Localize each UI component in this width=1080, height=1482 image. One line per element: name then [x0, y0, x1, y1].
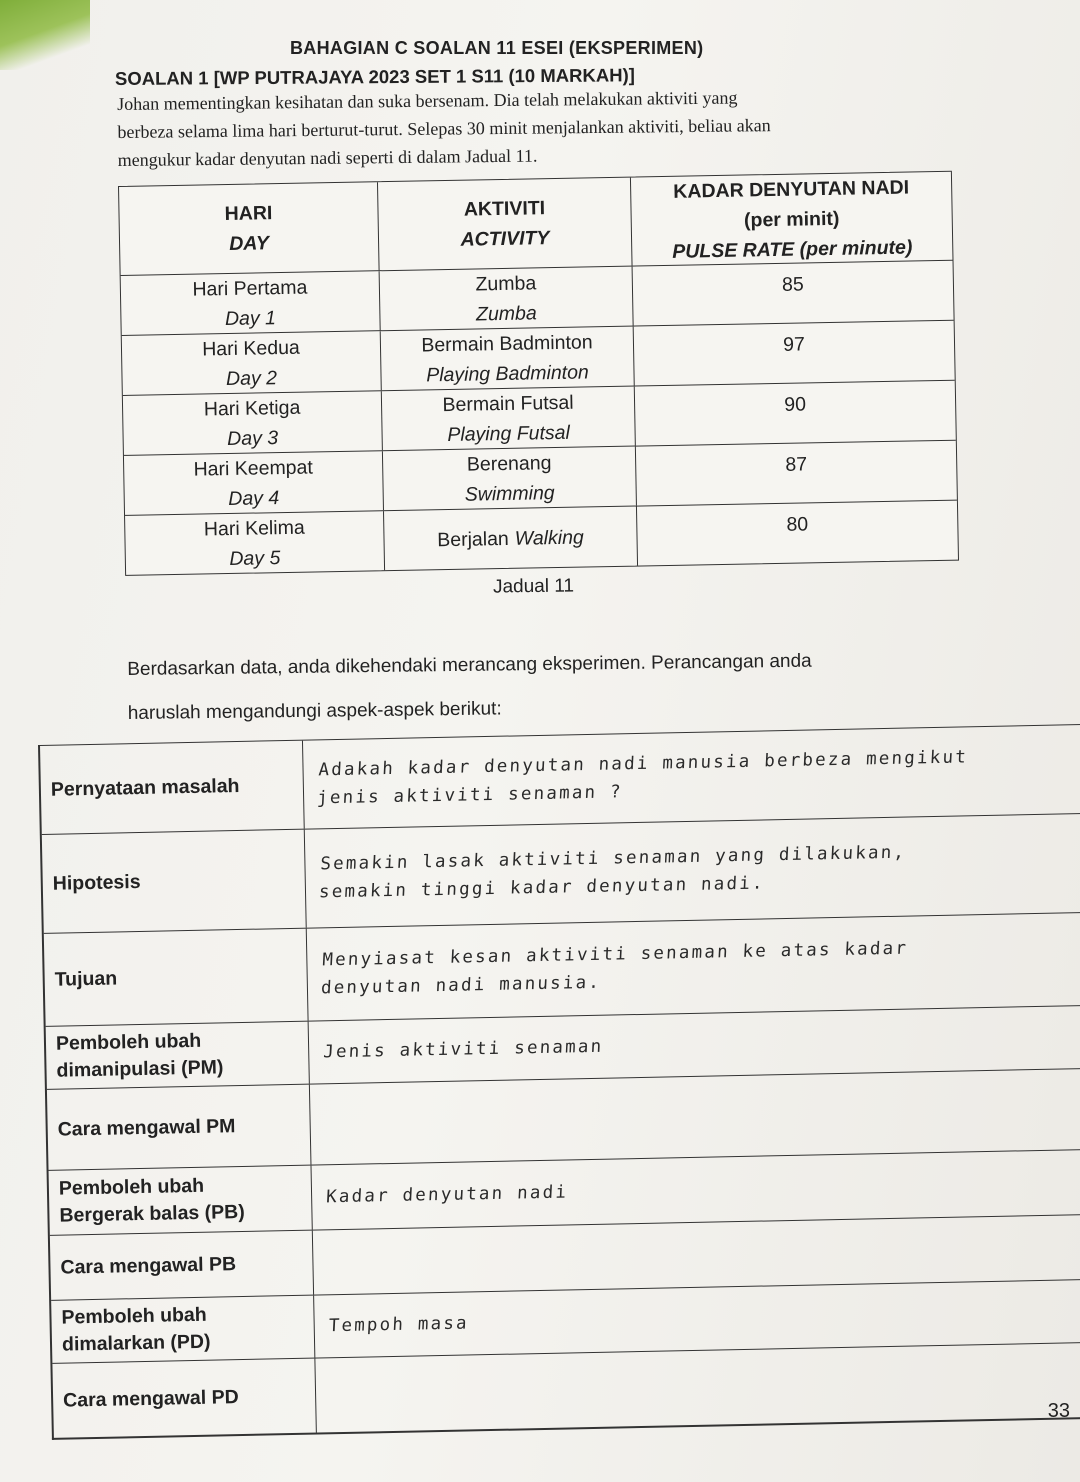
day-my: Hari Ketiga [203, 396, 301, 420]
activity-my: Zumba [475, 271, 537, 295]
rate-cell [635, 381, 956, 446]
plan-label [42, 830, 307, 933]
rate-value: 97 [782, 333, 806, 356]
plan-label [40, 741, 305, 834]
header-activity-en: ACTIVITY [460, 227, 550, 251]
activity-cell [383, 447, 637, 511]
handwritten-answer-line: Jenis aktiviti senaman [322, 1036, 604, 1063]
day-my: Hari Pertama [192, 276, 308, 301]
header-day [119, 182, 380, 275]
day-cell [125, 511, 385, 575]
section-title: BAHAGIAN C SOALAN 11 ESEI (EKSPERIMEN) [290, 38, 704, 58]
plan-label [44, 929, 309, 1026]
header-activity [378, 178, 633, 271]
activity-en: Zumba [475, 301, 537, 325]
plan-row-hypothesis [42, 813, 1080, 933]
day-cell [123, 391, 383, 455]
plan-label-text: Pemboleh ubah [61, 1303, 207, 1329]
plan-label-text: Tujuan [54, 966, 118, 991]
plan-label [47, 1085, 312, 1170]
day-my: Hari Keempat [193, 455, 313, 481]
day-en: Day 5 [229, 546, 281, 570]
header-rate-unit: (per minit) [743, 207, 840, 232]
instruction-line: Berdasarkan data, anda dikehendaki merancang eksperimen. Perancangan anda [127, 650, 812, 680]
activity-my: Berjalan [437, 527, 509, 551]
plan-label-text: Cara mengawal PM [57, 1114, 236, 1141]
plan-label-text: Hipotesis [52, 870, 141, 895]
handwritten-answer-line: jenis aktiviti senaman ? [316, 782, 624, 809]
activity-en: Swimming [464, 481, 555, 506]
plan-label-text: Pernyataan masalah [50, 774, 240, 801]
activity-my: Berenang [466, 451, 552, 476]
rate-value: 80 [786, 513, 809, 536]
activity-cell [381, 327, 635, 391]
plan-label [51, 1296, 315, 1363]
header-day-en: DAY [229, 232, 270, 255]
plan-label-text: Cara mengawal PD [62, 1385, 239, 1412]
day-en: Day 4 [228, 486, 280, 510]
handwritten-answer-line: Semakin lasak aktiviti senaman yang dilakukan, [319, 842, 907, 875]
intro-paragraph [117, 82, 918, 174]
intro-line: berbeza selama lima hari berturut-turut. Selepas 30 minit menjalankan aktiviti, beliau akan [117, 115, 771, 142]
plan-label-text: Pemboleh ubah [58, 1174, 205, 1200]
plan-answer[interactable] [309, 1069, 1080, 1165]
activity-en: Playing Badminton [425, 360, 589, 386]
activity-my: Bermain Badminton [421, 330, 593, 356]
day-cell [122, 331, 382, 395]
instruction-paragraph [127, 637, 988, 736]
rate-cell [636, 441, 957, 506]
day-en: Day 2 [225, 366, 278, 390]
experiment-plan-table [38, 724, 1080, 1440]
plan-answer[interactable] [302, 725, 1080, 829]
header-pulse-rate [631, 172, 953, 266]
handwritten-answer-line: Tempoh masa [328, 1313, 470, 1337]
plan-label-text: dimanipulasi (PM) [56, 1056, 224, 1082]
handwritten-answer-line: Kadar denyutan nadi [325, 1182, 569, 1208]
day-my: Hari Kelima [203, 516, 305, 540]
handwritten-answer-line: Adakah kadar denyutan nadi manusia berbeza mengikut [318, 747, 969, 781]
handwritten-answer-line: denyutan nadi manusia. [320, 972, 602, 999]
day-cell [124, 451, 384, 515]
activity-en: Playing Futsal [447, 421, 571, 446]
header-activity-my: AKTIVITI [463, 197, 546, 221]
day-cell [121, 271, 381, 335]
rate-cell [633, 261, 954, 326]
plan-label [49, 1166, 313, 1235]
header-day-my: HARI [224, 202, 273, 226]
activity-my: Bermain Futsal [442, 391, 574, 416]
rate-value: 87 [785, 453, 808, 476]
activity-cell [380, 267, 634, 331]
plan-answer[interactable] [303, 814, 1080, 928]
plan-label [46, 1022, 310, 1089]
plan-answer[interactable] [314, 1343, 1080, 1433]
plan-answer[interactable] [305, 913, 1080, 1021]
plan-label [50, 1231, 314, 1300]
day-en: Day 3 [226, 426, 279, 450]
green-binder-edge [0, 0, 90, 70]
plan-label-text: dimalarkan (PD) [61, 1330, 211, 1356]
intro-line: mengukur kadar denyutan nadi seperti di dalam Jadual 11. [117, 145, 538, 170]
question-title: SOALAN 1 [WP PUTRAJAYA 2023 SET 1 S11 (10 MARKAH)] [114, 64, 635, 89]
activity-cell [382, 387, 636, 451]
table-caption: Jadual 11 [492, 575, 575, 598]
activity-cell [384, 507, 638, 571]
header-rate-my: KADAR DENYUTAN NADI [673, 176, 910, 203]
pulse-rate-table [118, 171, 959, 576]
plan-label-text: Pemboleh ubah [55, 1029, 202, 1055]
day-en: Day 1 [224, 306, 277, 330]
plan-label-text: Bergerak balas (PB) [59, 1200, 245, 1227]
header-rate-en: PULSE RATE (per minute) [672, 236, 913, 263]
plan-label [52, 1359, 316, 1438]
plan-label-text: Cara mengawal PB [60, 1252, 237, 1279]
rate-cell [634, 321, 955, 386]
handwritten-answer-line: Menyiasat kesan aktiviti senaman ke atas kadar [321, 938, 909, 971]
table-header-row [119, 172, 952, 275]
activity-en: Walking [514, 526, 584, 550]
instruction-line: haruslah mengandungi aspek-aspek berikut: [127, 698, 502, 724]
rate-value: 85 [781, 273, 804, 296]
intro-line: Johan mementingkan kesihatan dan suka bersenam. Dia telah melakukan aktiviti yang [117, 87, 738, 114]
rate-cell [637, 501, 958, 566]
rate-value: 90 [784, 393, 807, 416]
page-number: 33 [1047, 1400, 1070, 1422]
day-my: Hari Kedua [202, 336, 300, 360]
handwritten-answer-line: semakin tinggi kadar denyutan nadi. [318, 873, 766, 903]
